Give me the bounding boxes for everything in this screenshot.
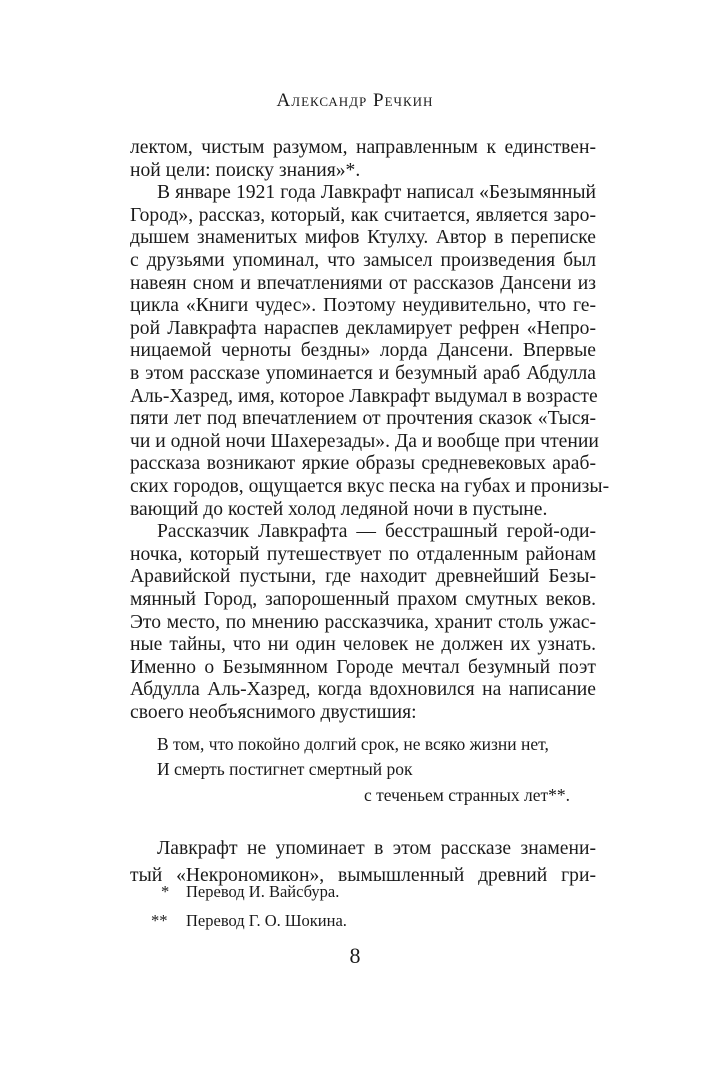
text-line: Абдулла Аль-Хазред, когда вдохновился на написание <box>130 679 596 700</box>
text-line: ной цели: поиску знания»*. <box>130 160 361 181</box>
text-line: Это место, по мнению рассказчика, хранит столь ужас- <box>130 612 596 633</box>
text-line: в этом рассказе упоминается и безумный араб Абдулла <box>130 363 596 384</box>
text-line: с друзьями упоминал, что замысел произведения был <box>130 250 596 271</box>
text-line: лектом, чистым разумом, направленным к единствен- <box>130 137 596 158</box>
verse-line: с теченьем странных лет**. <box>363 785 570 805</box>
text-line: чи и одной ночи Шахерезады». Да и вообще при чтении <box>130 431 599 452</box>
text-line: рой Лавкрафта нараспев декламирует рефрен «Непро- <box>130 318 596 339</box>
text-line: ницаемой черноты бездны» лорда Дансени. Впервые <box>130 340 596 361</box>
text-line: Город», рассказ, который, как считается, является заро- <box>130 205 596 226</box>
text-line: Аравийской пустыни, где находит древнейший Безы- <box>130 566 596 587</box>
running-head: Александр Речкин <box>276 90 434 111</box>
paragraph-start-line: Рассказчик Лавкрафта — бесстрашный герой-оди- <box>157 521 596 542</box>
footnote-text: Перевод Г. О. Шокина. <box>186 911 347 930</box>
text-line: ные тайны, что ни один человек не должен их узнать. <box>130 634 596 655</box>
text-line: своего необъяснимого двустишия: <box>130 702 417 723</box>
footnote-mark: * <box>161 882 170 901</box>
text-line: дышем знаменитых мифов Ктулху. Автор в переписке <box>130 227 596 248</box>
text-line: ских городов, ощущается вкус песка на губах и пронизы- <box>130 476 610 497</box>
text-line: вающий до костей холод ледяной ночи в пустыне. <box>130 499 548 520</box>
text-line: цикла «Книги чудес». Поэтому неудивительно, что ге- <box>130 295 596 316</box>
verse-line: И смерть постигнет смертный рок <box>157 759 413 779</box>
page-number: 8 <box>349 943 361 968</box>
verse-line: В том, что покойно долгий срок, не всяко жизни нет, <box>157 734 549 754</box>
text-line: рассказа возникают яркие образы средневековых араб- <box>130 453 596 474</box>
footnote-mark: ** <box>151 911 168 930</box>
text-line: навеян сном и впечатлениями от рассказов Дансени из <box>130 273 596 294</box>
paragraph-start-line: Лавкрафт не упоминает в этом рассказе знамени- <box>157 838 596 859</box>
footnote-text: Перевод И. Вайсбура. <box>186 882 340 901</box>
text-line: Именно о Безымянном Городе мечтал безумный поэт <box>130 657 596 678</box>
text-line: пяти лет под впечатлением от прочтения сказок «Тыся- <box>130 408 596 429</box>
text-line: ночка, который путешествует по отдаленным районам <box>130 544 596 565</box>
paragraph-start-line: В январе 1921 года Лавкрафт написал «Безымянный <box>157 182 596 203</box>
text-line: мянный Город, запорошенный прахом смутных веков. <box>130 589 596 610</box>
text-line: Аль-Хазред, имя, которое Лавкрафт выдумал в возрасте <box>130 386 598 407</box>
text-line: тый «Некрономикон», вымышленный древний гри- <box>130 865 596 886</box>
